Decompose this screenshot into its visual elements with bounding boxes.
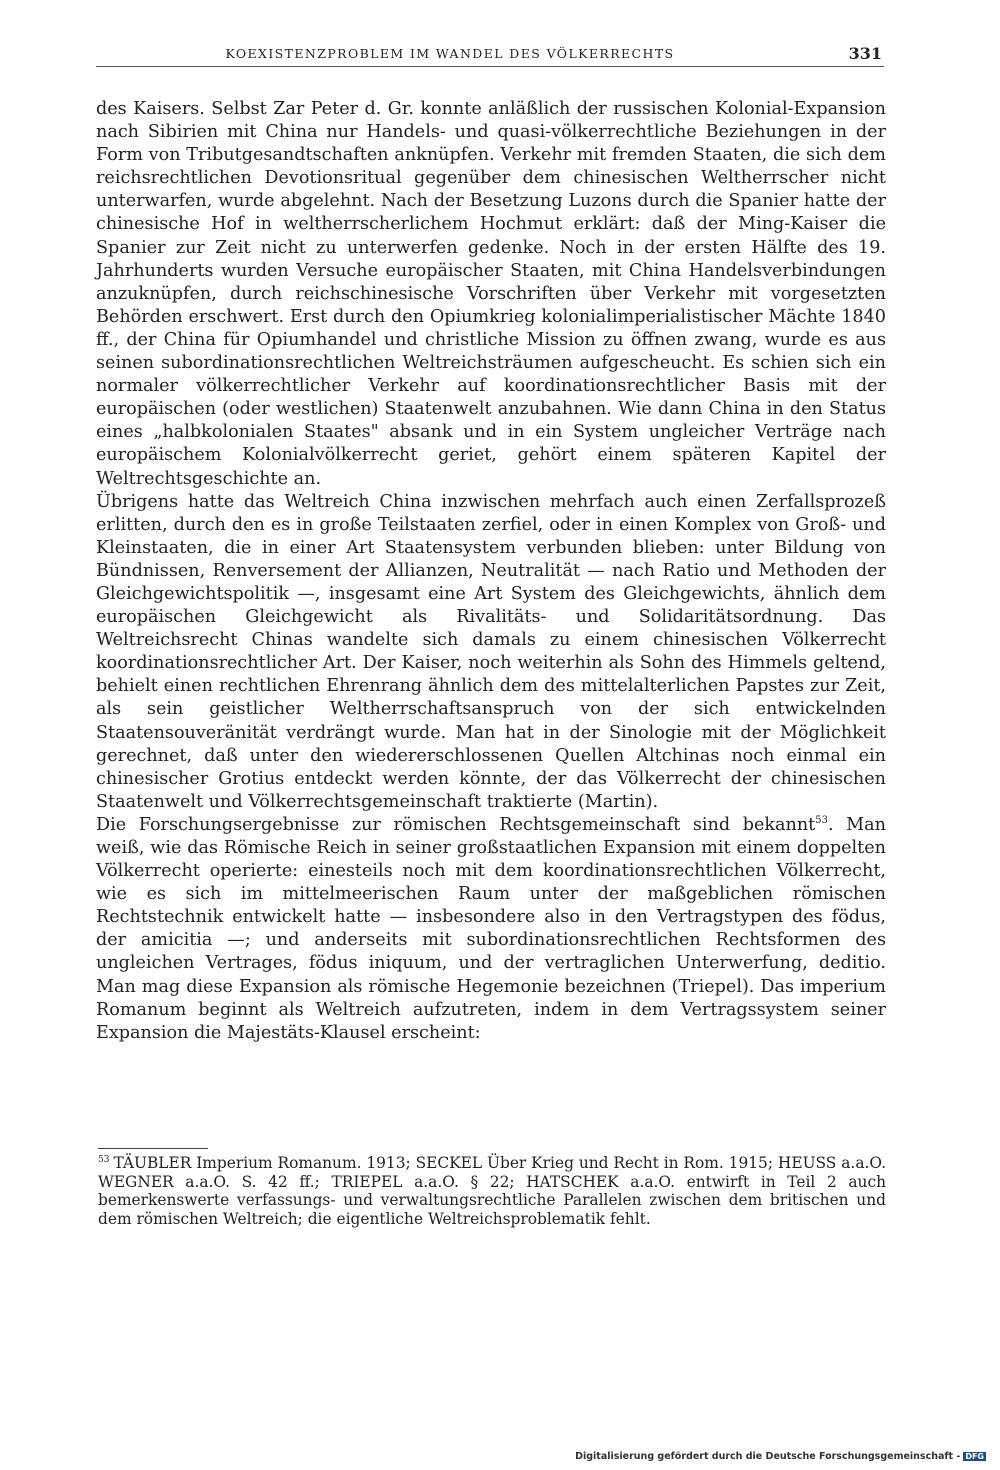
page-number: 331 [848,44,882,63]
dfg-credit [575,1451,986,1462]
footnote-text: TÄUBLER Imperium Romanum. 1913; SECKEL Über Krieg und Recht in Rom. 1915; HEUSS a.a.O. WEGNER a.a.O. S. 42 ff.; TRIEPEL a.a.O. § 22; HATSCHEK a.a.O. entwirft in Teil 2 auch bemerkenswerte verfassungs- und verwaltungsrechtliche Parallelen zwischen dem britischen und dem römischen Weltreich; die eigentliche Weltreichsproblematik fehlt. [98,1154,886,1228]
footnote-reference: 53 [815,815,828,827]
paragraph-3 [96,814,886,1045]
paragraph-3-rest: . Man weiß, wie das Römische Reich in seiner großstaatlichen Expansion mit einem doppelten Völkerrecht operierte: einesteils noch mit dem koordinationsrechtlichen Völkerrecht, wie es sich im mittelmeerischen Raum unter der maßgeblichen römischen Rechtstechnik entwickelt hatte — insbesondere also in den Vertragstypen des födus, der amicitia —; und anderseits mit subordinationsrechtlichen Rechtsformen des ungleichen Vertrages, födus iniquum, und der vertraglichen Unterwerfung, deditio. Man mag diese Expansion als römische Hegemonie bezeichnen (Triepel). Das imperium Romanum beginnt als Weltreich aufzutreten, indem in dem Vertragssystem seiner Expansion die Majestäts-Klausel erscheint: [96,814,886,1043]
page-header [96,44,884,66]
paragraph-2: Übrigens hatte das Weltreich China inzwischen mehrfach auch einen Zerfallsprozeß erlitten, durch den es in große Teilstaaten zerfiel, oder in einen Komplex von Groß- und Kleinstaaten, die in einer Art Staatensystem verbunden blieben: unter Bildung von Bündnissen, Renversement der Allianzen, Neutralität — nach Ratio und Methoden der Gleichgewichtspolitik —, insgesamt eine Art System des Gleichgewichts, ähnlich dem europäischen Gleichgewicht als Rivalitäts- und Solidaritätsordnung. Das Weltreichsrecht Chinas wandelte sich damals zu einem chinesischen Völkerrecht koordinationsrechtlicher Art. Der Kaiser, noch weiterhin als Sohn des Himmels geltend, behielt einen rechtlichen Ehrenrang ähnlich dem des mittelalterlichen Papstes zur Zeit, als sein geistlicher Weltherrschaftsanspruch von der sich entwickelnden Staatensouveränität verdrängt wurde. Man hat in der Sinologie mit der Möglichkeit gerechnet, daß unter den wiedererschlossenen Quellen Altchinas noch einmal ein chinesischer Grotius entdeckt werden könnte, der das Völkerrecht der chinesischen Staatenwelt und Völkerrechtsgemeinschaft traktierte (Martin). [96,491,886,812]
body-text [96,98,886,1045]
paragraph-1: des Kaisers. Selbst Zar Peter d. Gr. konnte anläßlich der russischen Kolonial-Expansion nach Sibirien mit China nur Handels- und quasi-völkerrechtliche Beziehungen in der Form von Tributgesandtschaften anknüpfen. Verkehr mit fremden Staaten, die sich dem reichsrechtlichen Devotionsritual gegenüber dem chinesischen Weltherrscher nicht unterwarfen, wurde abgelehnt. Nach der Besetzung Luzons durch die Spanier hatte der chinesische Hof in weltherrscherlichem Hochmut erklärt: daß der Ming-Kaiser die Spanier zur Zeit nicht zu unterwerfen gedenke. Noch in der ersten Hälfte des 19. Jahrhunderts wurden Versuche europäischer Staaten, mit China Handelsverbindungen anzuknüpfen, durch reichschinesische Vorschriften über Verkehr mit vorgesetzten Behörden erschwert. Erst durch den Opiumkrieg kolonialimperialistischer Mächte 1840 ff., der China für Opiumhandel und christliche Mission zu öffnen zwang, wurde es aus seinen subordinationsrechtlichen Weltreichsträumen aufgescheucht. Es schien sich ein normaler völkerrechtlicher Verkehr auf koordinationsrechtlicher Basis mit der europäischen (oder westlichen) Staatenwelt anzubahnen. Wie dann China in den Status eines „halbkolonialen Staates" absank und in ein System ungleicher Verträge nach europäischem Kolonialvölkerrecht geriet, gehört einem späteren Kapitel der Weltrechtsgeschichte an. [96,99,886,489]
paragraph-3-start: Die Forschungsergebnisse zur römischen Rechtsgemeinschaft sind bekannt [96,814,816,835]
header-rule [96,66,884,67]
dfg-credit-text: Digitalisierung gefördert durch die Deutsche Forschungsgemeinschaft - [575,1451,961,1462]
footnote-mark: 53 [98,1154,110,1165]
running-head: KOEXISTENZPROBLEM IM WANDEL DES VÖLKERRECHTS [225,46,675,61]
footnote-rule [98,1148,208,1149]
footnote [98,1154,886,1228]
dfg-logo-icon: DFG [965,1452,984,1461]
